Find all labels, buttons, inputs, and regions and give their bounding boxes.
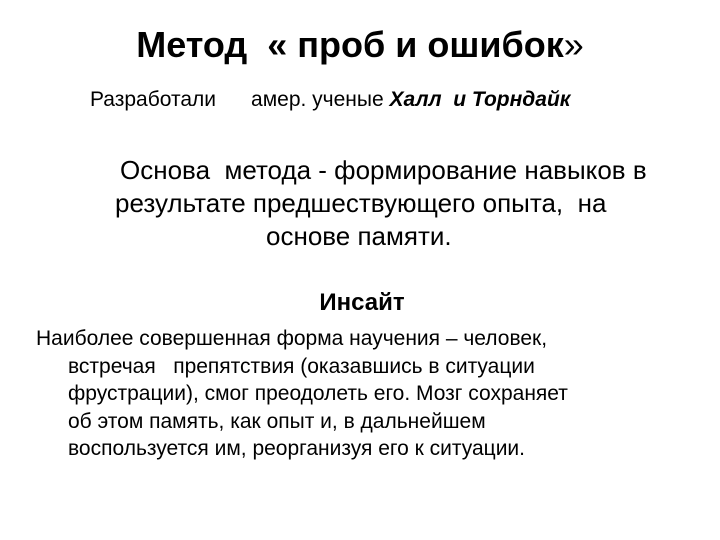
basis-line: основе памяти. <box>266 221 452 251</box>
basis-line: результате предшествующего опыта, на <box>115 188 607 218</box>
authors-names: Халл и Торндайк <box>389 88 571 111</box>
method-basis-paragraph <box>100 154 690 253</box>
insight-line: об этом память, как опыт и, в дальнейшем <box>68 409 486 433</box>
insight-line: воспользуется им, реорганизуя его к ситуации. <box>68 437 525 460</box>
title-close-quote: » <box>563 24 584 65</box>
basis-line: Основа метода - формирование навыков в <box>120 155 647 185</box>
authors-line <box>90 86 570 114</box>
authors-prefix: Разработали амер. ученые <box>90 88 390 111</box>
insight-line: встречая препятствия (оказавшись в ситуации <box>68 354 535 378</box>
insight-heading: Инсайт <box>319 289 405 316</box>
insight-line: Наиболее совершенная форма научения – человек, <box>36 327 548 350</box>
title-main: Метод « проб и ошибок <box>136 24 564 65</box>
slide-title <box>0 22 720 68</box>
insight-line: фрустрации), смог преодолеть его. Мозг сохраняет <box>68 382 568 405</box>
insight-paragraph <box>36 325 706 463</box>
